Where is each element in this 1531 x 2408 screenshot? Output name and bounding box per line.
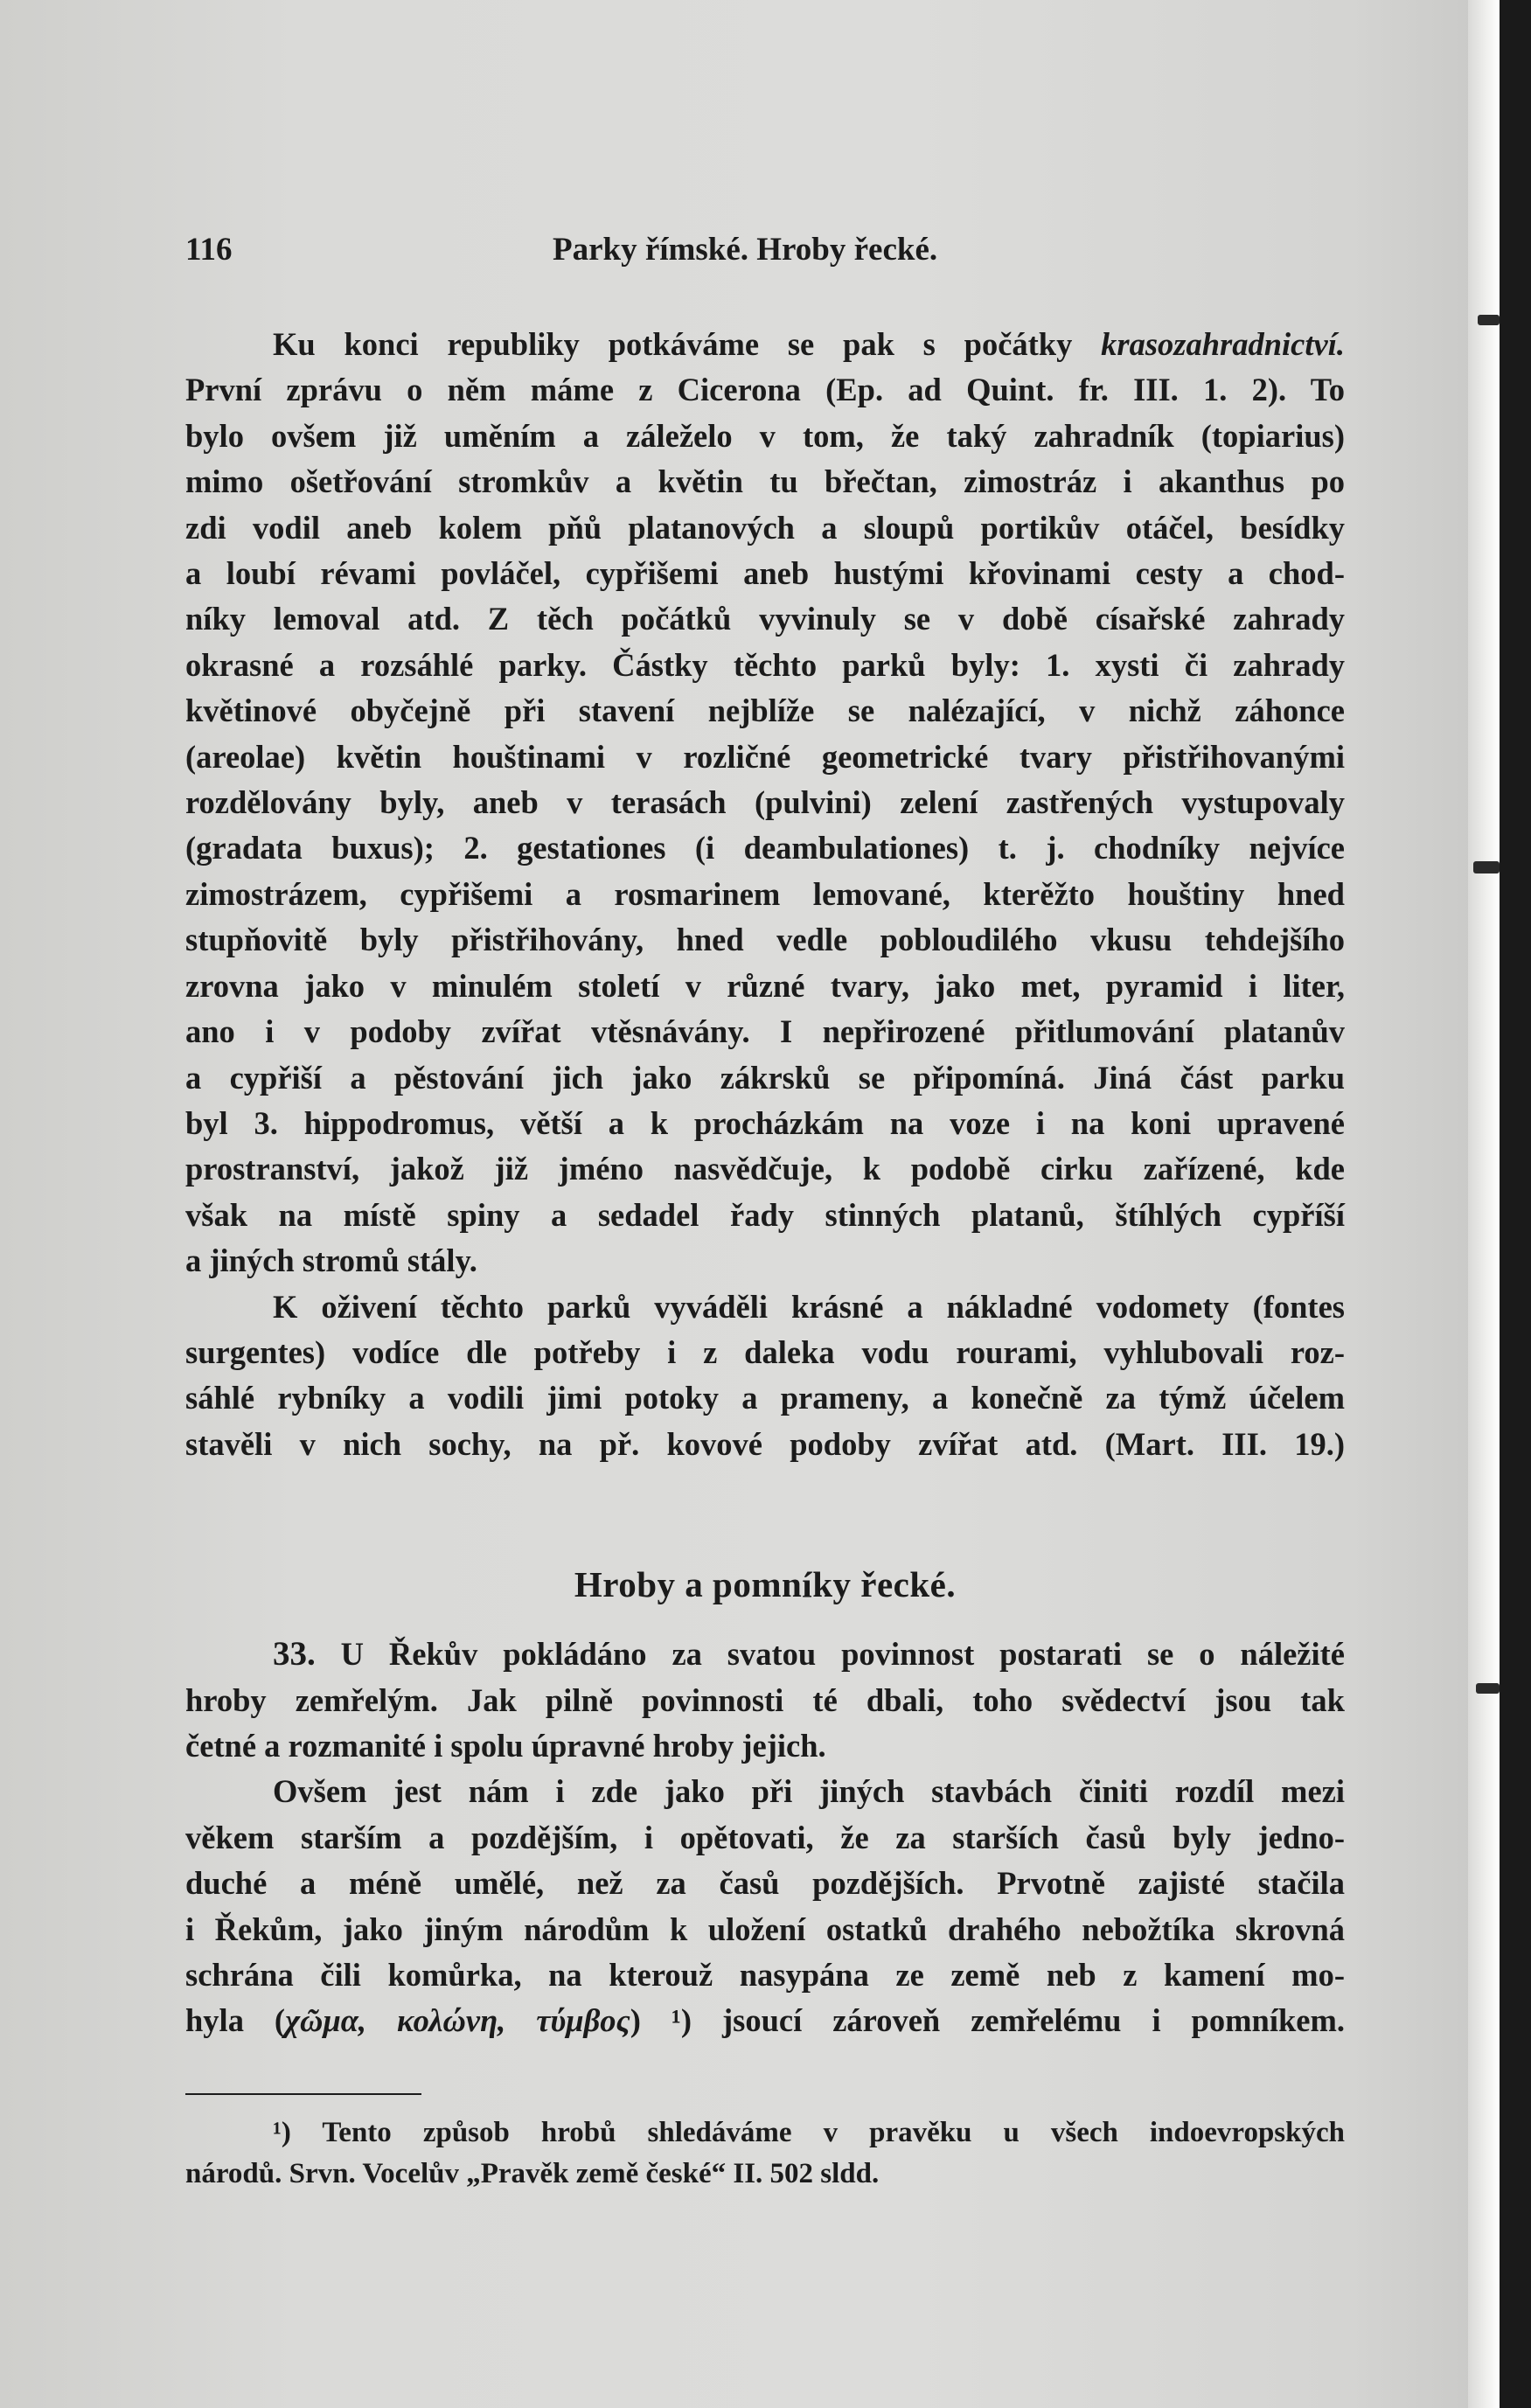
section-heading: Hroby a pomníky řecké. bbox=[574, 1564, 957, 1605]
paragraph-parks bbox=[185, 322, 1345, 1284]
text-line: schrána čili komůrka, na kterouž nasypána ze země neb z kamení mo- bbox=[185, 1957, 1345, 1993]
page-edge bbox=[1468, 0, 1500, 2408]
text-line: První zprávu o něm máme z Cicerona (Ep. ad Quint. fr. III. 1. 2). To bbox=[185, 372, 1345, 408]
paragraph-fountains bbox=[185, 1284, 1345, 1468]
text-line: sáhlé rybníky a vodili jimi potoky a prameny, a konečně za týmž účelem bbox=[185, 1380, 1345, 1416]
text-line: rozdělovány byly, aneb v terasách (pulvini) zelení zastřených vystupovaly bbox=[185, 784, 1345, 821]
text-line bbox=[185, 1998, 1345, 2043]
page-number: 116 bbox=[185, 232, 233, 268]
text-line: věkem starším a pozdějším, i opětovati, že za starších časů byly jedno- bbox=[185, 1819, 1345, 1855]
margin-mark bbox=[1478, 315, 1500, 325]
running-head bbox=[185, 219, 1345, 282]
text-segment: U Řekův pokládáno za svatou povinnost postarati se o náležité bbox=[340, 1636, 1346, 1673]
text-line: květinové obyčejně při stavení nejblíže se nalézající, v nichž záhonce bbox=[185, 692, 1345, 729]
text-line: (areolae) květin houštinami v rozličné geometrické tvary přistřihovanými bbox=[185, 738, 1345, 775]
text-line: bylo ovšem již uměním a záleželo v tom, že taký zahradník (topiarius) bbox=[185, 417, 1345, 454]
text-line: níky lemoval atd. Z těch počátků vyvinuly se v době císařské zahrady bbox=[185, 601, 1345, 637]
text-line: i Řekům, jako jiným národům k uložení ostatků drahého nebožtíka skrovná bbox=[185, 1910, 1345, 1947]
text-line: ano i v podoby zvířat vtěsnávány. I nepřirozené přitlumování platanův bbox=[185, 1013, 1345, 1050]
footnote-line: národů. Srvn. Vocelův „Pravěk země české“ II. 502 sldd. bbox=[185, 2157, 880, 2189]
text-line: byl 3. hippodromus, větší a k procházkám na voze i na koni upravené bbox=[185, 1104, 1345, 1141]
text-line: zrovna jako v minulém století v různé tvary, jako met, pyramid i liter, bbox=[185, 967, 1345, 1004]
text-line: stupňovitě byly přistřihovány, hned vedle pobloudilého vkusu tehdejšího bbox=[185, 922, 1345, 958]
text-line: prostranství, jakož již jméno nasvědčuje, k podobě cirku zařízené, kde bbox=[185, 1151, 1345, 1187]
footnote-line: ¹) Tento způsob hrobů shledáváme v pravěku u všech indoevropských bbox=[273, 2116, 1345, 2148]
text-line: hroby zemřelým. Jak pilně povinnosti té dbali, toho svědectví jsou tak bbox=[185, 1681, 1345, 1718]
italic-term: krasozahradnictví. bbox=[1101, 326, 1345, 362]
margin-mark bbox=[1476, 1683, 1500, 1694]
text-line: surgentes) vodíce dle potřeby i z daleka vodu rourami, vyhlubovali roz- bbox=[185, 1333, 1345, 1370]
text-line: a jiných stromů stály. bbox=[185, 1242, 477, 1279]
text-line: však na místě spiny a sedadel řady stinných platanů, štíhlých cypříší bbox=[185, 1196, 1345, 1233]
text-segment: ) ¹) jsoucí zároveň zemřelému i pomníkem. bbox=[630, 2002, 1345, 2039]
text-line bbox=[185, 1632, 1345, 1677]
text-line: a loubí révami povláčel, cypřišemi aneb hustými křovinami cesty a chod- bbox=[185, 555, 1345, 592]
footnote bbox=[185, 2112, 1345, 2195]
text-line: okrasné a rozsáhlé parky. Částky těchto parků byly: 1. xysti či zahrady bbox=[185, 646, 1345, 683]
page-content bbox=[185, 219, 1345, 2195]
text-segment: hyla ( bbox=[185, 2002, 286, 2039]
running-title: Parky římské. Hroby řecké. bbox=[553, 232, 938, 268]
text-line: zdi vodil aneb kolem pňů platanových a sloupů portikův otáčel, besídky bbox=[185, 509, 1345, 546]
greek-terms: χῶμα, κολώνη, τύμβος bbox=[285, 2002, 630, 2039]
text-line bbox=[185, 322, 1345, 367]
text-line: a cypřiší a pěstování jich jako zákrsků se připomíná. Jiná část parku bbox=[185, 1059, 1345, 1096]
margin-mark bbox=[1473, 861, 1500, 873]
text-line: K oživení těchto parků vyváděli krásné a nákladné vodomety (fontes bbox=[273, 1288, 1345, 1325]
text-line: mimo ošetřování stromkův a květin tu břečtan, zimostráz i akanthus po bbox=[185, 463, 1345, 500]
text-line: stavěli v nich sochy, na př. kovové podoby zvířat atd. (Mart. III. 19.) bbox=[185, 1425, 1345, 1462]
text-line: duché a méně umělé, než za časů pozdějších. Prvotně zajisté stačila bbox=[185, 1865, 1345, 1902]
paragraph-graves bbox=[185, 1769, 1345, 2043]
text-line: (gradata buxus); 2. gestationes (i deambulationes) t. j. chodníky nejvíce bbox=[185, 830, 1345, 866]
section-number: 33. bbox=[273, 1635, 316, 1674]
text-line: Ovšem jest nám i zde jako při jiných stavbách činiti rozdíl mezi bbox=[273, 1773, 1345, 1810]
text-line: zimostrázem, cypřišemi a rosmarinem lemované, kterěžto houštiny hned bbox=[185, 875, 1345, 912]
paragraph-section-33 bbox=[185, 1632, 1345, 1769]
text-line: četné a rozmanité i spolu úpravné hroby jejich. bbox=[185, 1727, 826, 1764]
footnote-rule bbox=[185, 2093, 421, 2095]
text-segment: Ku konci republiky potkáváme se pak s počátky bbox=[273, 326, 1102, 362]
